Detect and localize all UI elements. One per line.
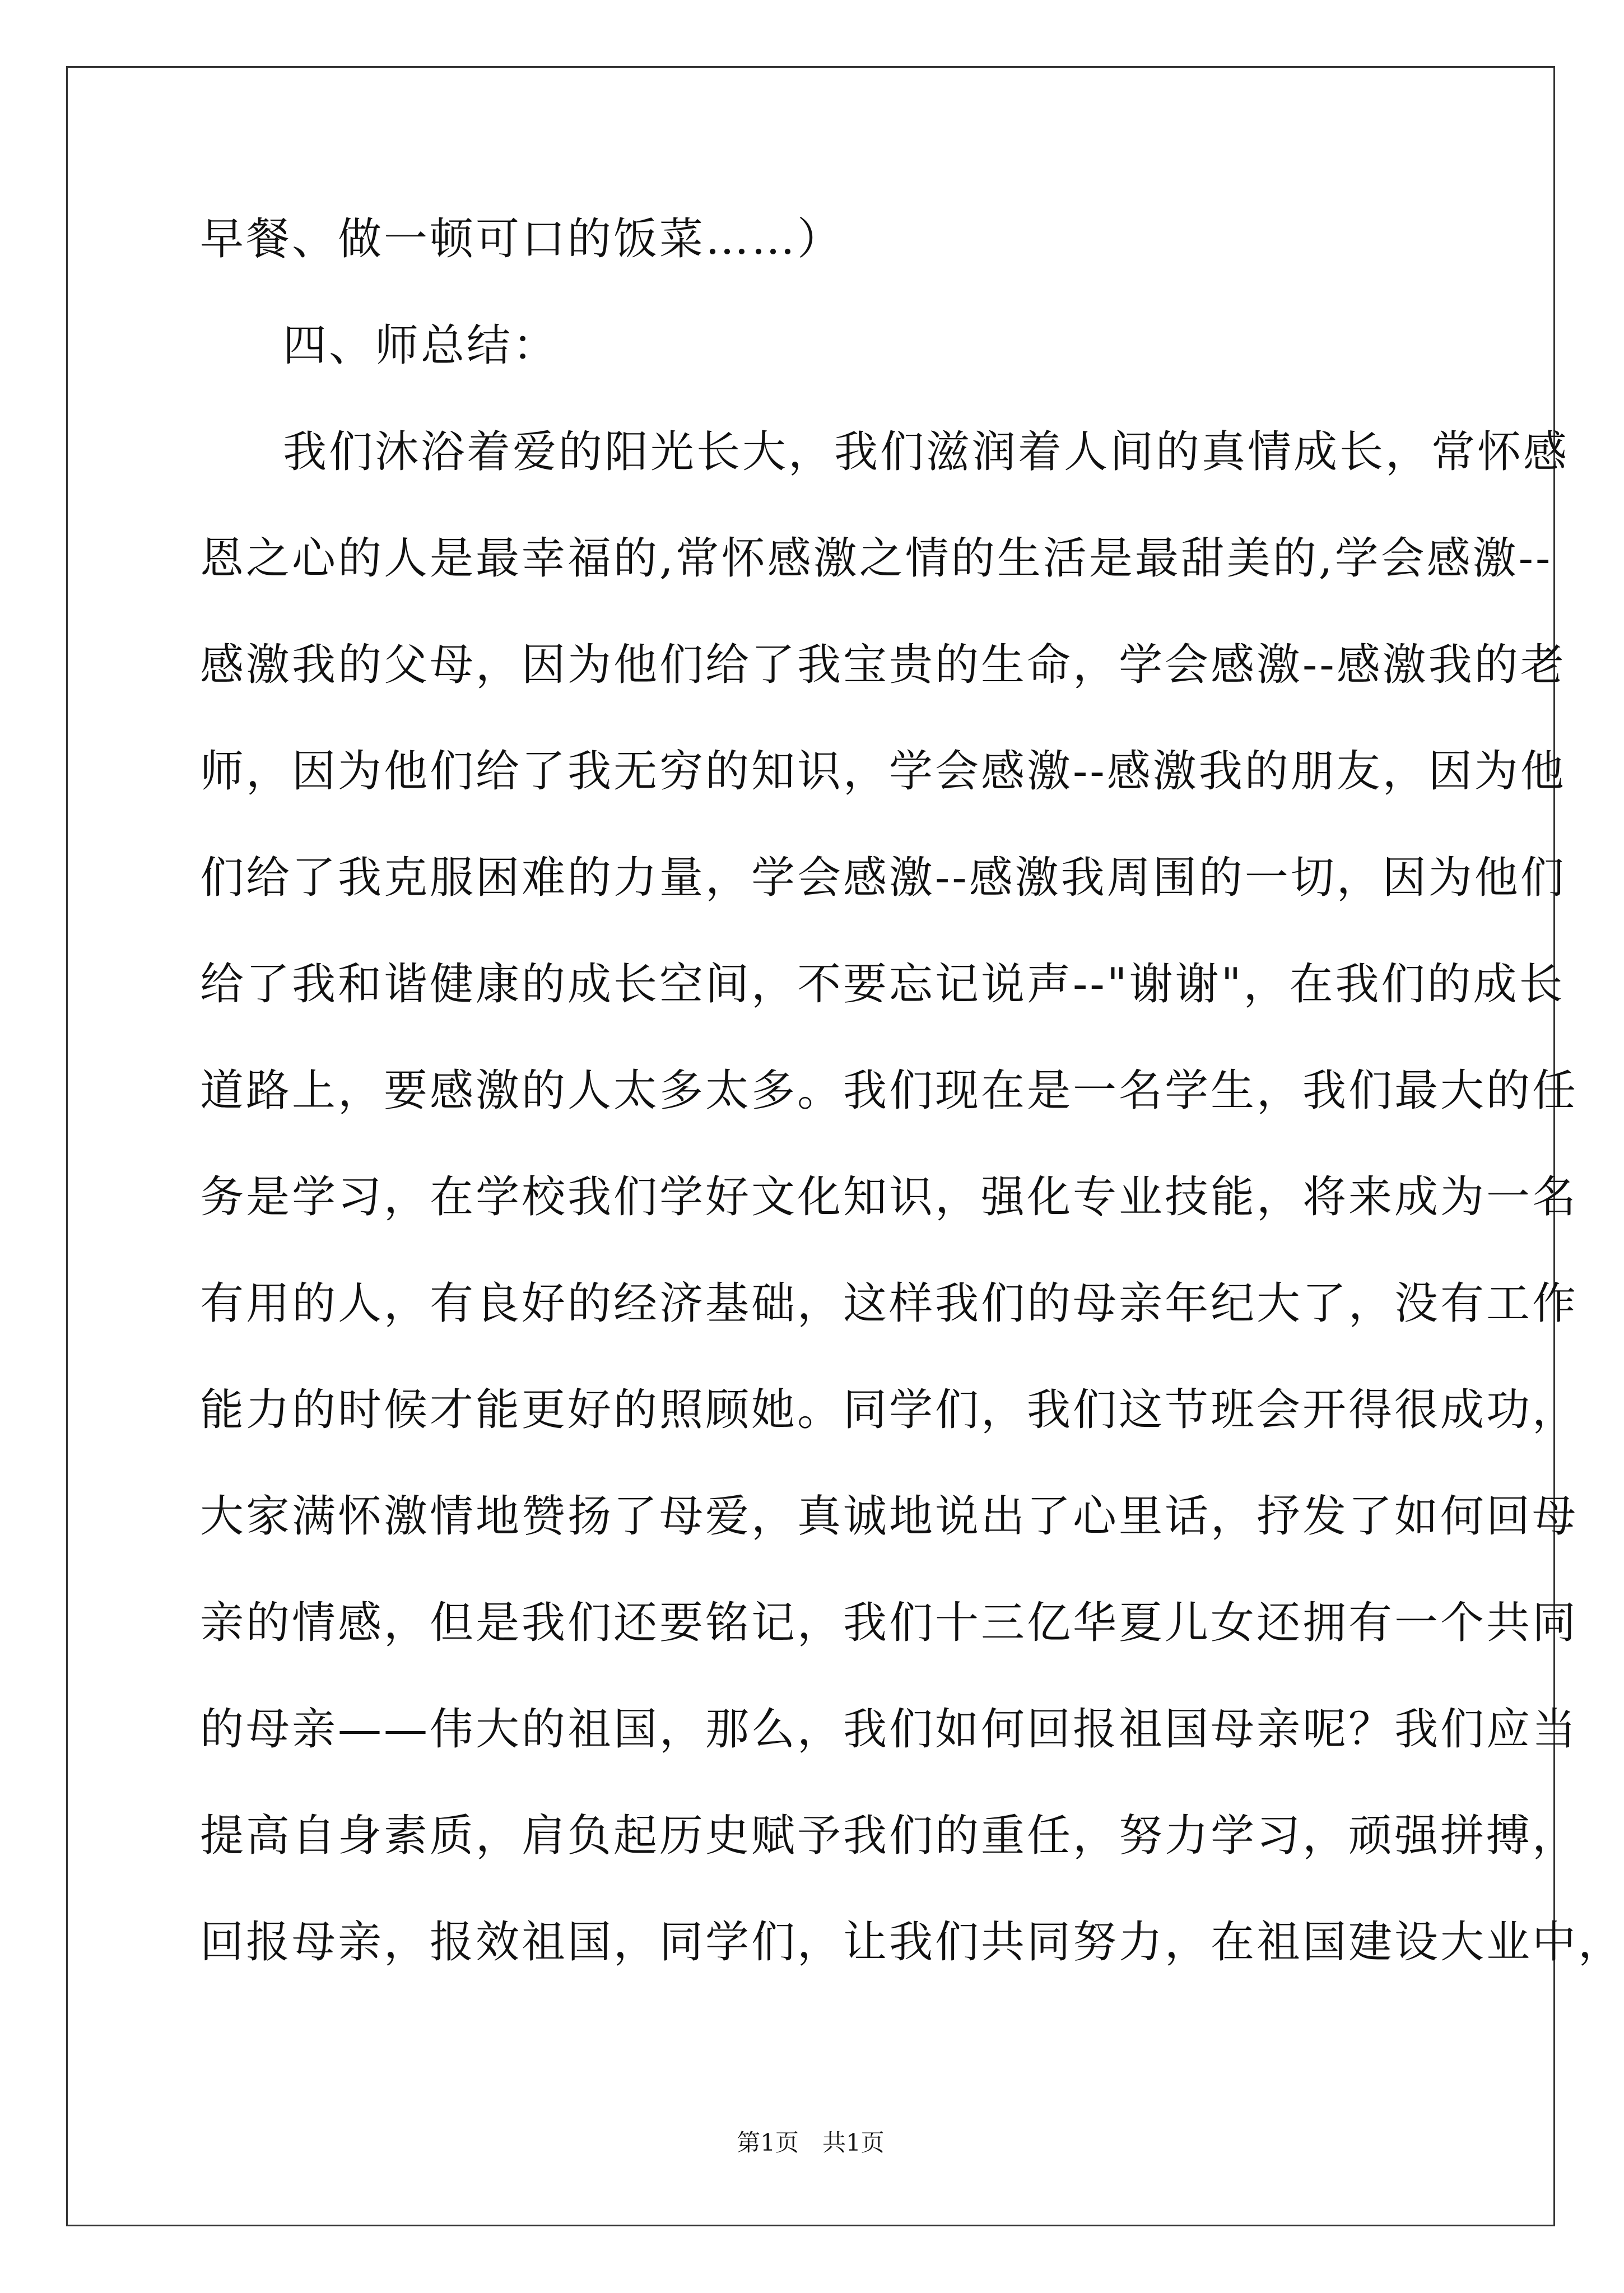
text-line: 恩之心的人是最幸福的,常怀感激之情的生活是最甜美的,学会感激-- [200,533,1553,584]
text-line: 务是学习，在学校我们学好文化知识，强化专业技能，将来成为一名 [200,1172,1579,1222]
text-line: 亲的情感，但是我们还要铭记，我们十三亿华夏儿女还拥有一个共同 [200,1598,1579,1648]
text-line: 师，因为他们给了我无穷的知识，学会感激--感激我的朋友，因为他 [200,746,1566,797]
text-line: 提高自身素质，肩负起历史赋予我们的重任，努力学习，顽强拼搏， [200,1811,1579,1861]
document-body [200,214,1624,2024]
text-line: 能力的时候才能更好的照顾她。同学们，我们这节班会开得很成功， [200,1385,1579,1435]
text-line: 回报母亲，报效祖国，同学们，让我们共同努力，在祖国建设大业中， [200,1917,1624,1968]
text-line: 道路上，要感激的人太多太多。我们现在是一名学生，我们最大的任 [200,1066,1579,1116]
paragraph-first-line: 我们沐浴着爱的阳光长大，我们滋润着人间的真情成长，常怀感 [283,427,1570,477]
text-line: 们给了我克服困难的力量，学会感激--感激我周围的一切，因为他们 [200,853,1566,903]
page-footer: 第1页 共1页 [737,2129,885,2156]
text-line: 早餐、做一顿可口的饭菜……） [200,214,844,264]
section-heading: 四、师总结： [283,320,559,371]
text-line: 有用的人，有良好的经济基础，这样我们的母亲年纪大了，没有工作 [200,1278,1579,1329]
text-line: 的母亲——伟大的祖国，那么，我们如何回报祖国母亲呢？我们应当 [200,1704,1579,1755]
text-line: 给了我和谐健康的成长空间，不要忘记说声--"谢谢"，在我们的成长 [200,959,1565,1010]
text-line: 感激我的父母，因为他们给了我宝贵的生命，学会感激--感激我的老 [200,640,1566,690]
text-line: 大家满怀激情地赞扬了母爱，真诚地说出了心里话，抒发了如何回母 [200,1491,1579,1542]
